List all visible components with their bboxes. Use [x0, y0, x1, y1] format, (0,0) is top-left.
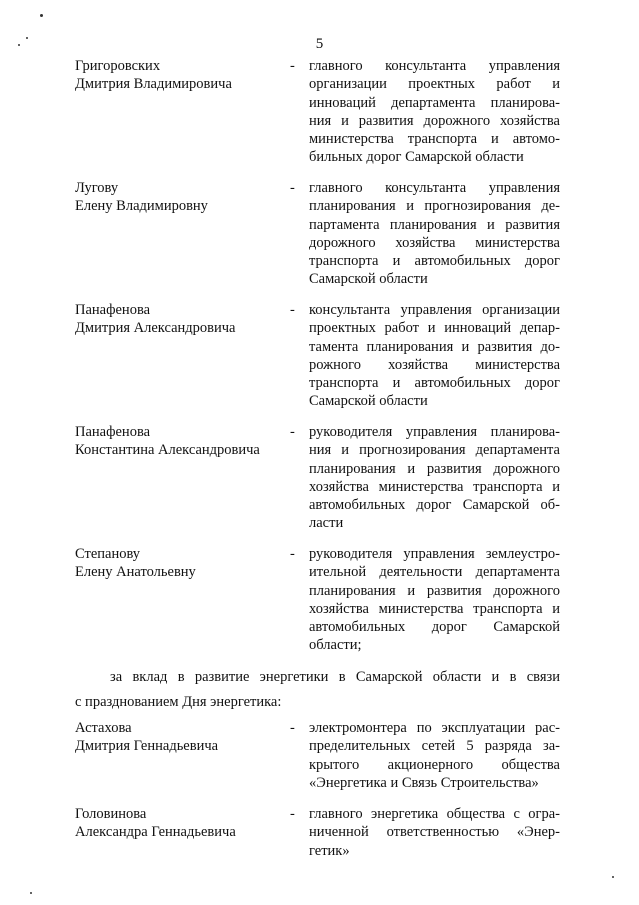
given-names: Елену Владимировну — [75, 198, 208, 215]
dash-separator: - — [290, 806, 295, 822]
desc-line: Самарской области — [309, 271, 428, 288]
desc-line: электромонтера по эксплуатации рас- — [309, 720, 560, 736]
given-names: Дмитрия Геннадьевича — [75, 738, 219, 755]
surname: Панафенова — [75, 424, 151, 440]
given-names: Дмитрия Владимировича — [75, 76, 232, 93]
surname: Астахова — [75, 720, 132, 736]
desc-line: планирования и развития дорожного — [309, 582, 560, 599]
desc-line: главного консультанта управления — [309, 58, 560, 74]
scan-speck — [40, 14, 43, 17]
desc-line: автомобильных дорог Самарской — [309, 619, 560, 636]
desc-line: пределительных сетей 5 разряда за- — [309, 738, 560, 755]
person-name — [75, 545, 196, 582]
desc-line: руководителя управления планирова- — [309, 424, 560, 440]
person-name — [75, 301, 236, 338]
desc-line: ниченной ответственностью «Энер- — [309, 824, 560, 841]
desc-line: ния и прогнозирования департамента — [309, 442, 560, 459]
person-name — [75, 805, 236, 842]
desc-line: планирования и прогнозирования де- — [309, 198, 560, 215]
dash-separator: - — [290, 302, 295, 318]
desc-line: руководителя управления землеустро- — [309, 546, 560, 562]
desc-line: дорожного хозяйства министерства — [309, 234, 560, 251]
position-description — [309, 57, 560, 167]
desc-line: крытого акционерного общества — [309, 756, 560, 773]
surname: Лугову — [75, 180, 119, 196]
desc-line: рожного хозяйства министерства — [309, 356, 560, 373]
person-name — [75, 179, 208, 216]
dash-separator: - — [290, 424, 295, 440]
desc-line: тамента планирования и развития до- — [309, 338, 560, 355]
desc-line: транспорта и автомобильных дорог — [309, 375, 560, 392]
desc-line: ласти — [309, 515, 344, 532]
desc-line: автомобильных дорог Самарской об- — [309, 497, 560, 514]
given-names: Елену Анатольевну — [75, 564, 196, 581]
desc-line: транспорта и автомобильных дорог — [309, 253, 560, 270]
desc-line: «Энергетика и Связь Строительства» — [309, 774, 539, 791]
surname: Григоровских — [75, 58, 161, 74]
desc-line: проектных работ и инноваций депар- — [309, 320, 560, 337]
desc-line: гетик» — [309, 842, 350, 859]
position-description — [309, 423, 560, 533]
position-description — [309, 545, 560, 655]
surname: Головинова — [75, 806, 147, 822]
scan-speck — [30, 892, 32, 894]
surname: Степанову — [75, 546, 141, 562]
desc-line: хозяйства министерства транспорта и — [309, 600, 560, 617]
scan-speck — [612, 876, 614, 878]
dash-separator: - — [290, 58, 295, 74]
desc-line: главного консультанта управления — [309, 180, 560, 196]
desc-line: организации проектных работ и — [309, 76, 560, 93]
desc-line: главного энергетика общества с огра- — [309, 806, 560, 822]
position-description — [309, 719, 560, 792]
given-names: Константина Александровича — [75, 442, 260, 459]
desc-line: ния и развития дорожного хозяйства — [309, 112, 560, 129]
paragraph-line: с празднованием Дня энергетика: — [75, 694, 282, 710]
dash-separator: - — [290, 720, 295, 736]
scan-speck — [18, 44, 20, 46]
position-description — [309, 805, 560, 860]
given-names: Дмитрия Александровича — [75, 320, 236, 337]
desc-line: планирования и развития дорожного — [309, 460, 560, 477]
desc-line: ительной деятельности департамента — [309, 564, 560, 581]
position-description — [309, 301, 560, 411]
desc-line: области; — [309, 637, 362, 654]
dash-separator: - — [290, 546, 295, 562]
surname: Панафенова — [75, 302, 151, 318]
page-number: 5 — [315, 36, 324, 52]
desc-line: инноваций департамента планирова- — [309, 94, 560, 111]
given-names: Александра Геннадьевича — [75, 824, 236, 841]
position-description — [309, 179, 560, 289]
desc-line: партамента планирования и развития — [309, 216, 560, 233]
dash-separator: - — [290, 180, 295, 196]
desc-line: бильных дорог Самарской области — [309, 149, 524, 166]
person-name — [75, 57, 232, 94]
section-paragraph — [75, 668, 560, 711]
desc-line: министерства транспорта и автомо- — [309, 131, 560, 148]
desc-line: консультанта управления организации — [309, 302, 560, 318]
desc-line: хозяйства министерства транспорта и — [309, 478, 560, 495]
paragraph-line: за вклад в развитие энергетики в Самарской области и в связи — [110, 669, 560, 685]
person-name — [75, 719, 218, 756]
person-name — [75, 423, 260, 460]
scan-speck — [26, 37, 28, 39]
desc-line: Самарской области — [309, 393, 428, 410]
